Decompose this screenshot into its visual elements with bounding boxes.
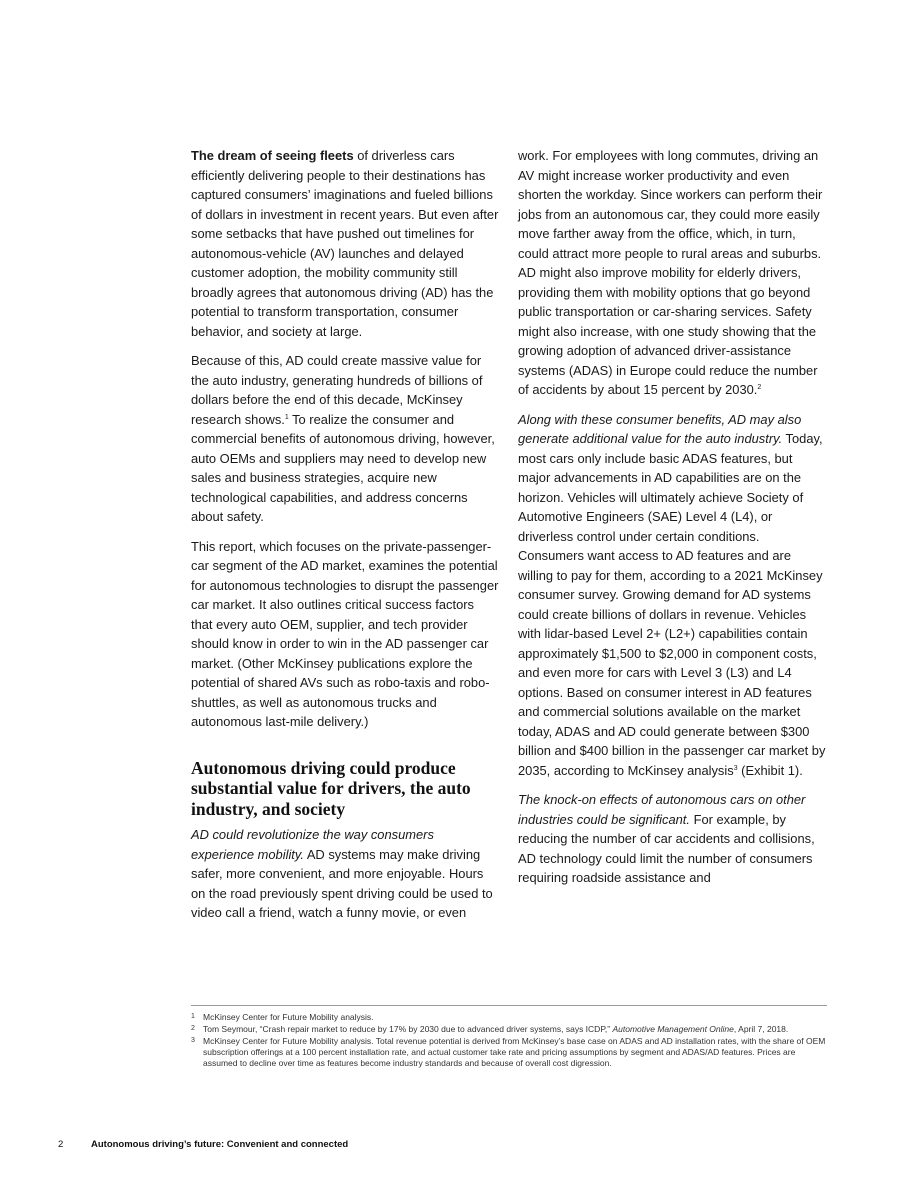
publication-name: Automotive Management Online xyxy=(612,1024,734,1034)
footnote-2 xyxy=(191,1024,827,1035)
left-column xyxy=(191,146,499,933)
report-title: Autonomous driving’s future: Convenient and connected xyxy=(91,1139,349,1150)
footnote-text: McKinsey Center for Future Mobility analysis. Total revenue potential is derived from McKinsey’s base case on ADAS and AD installation rates, with the share of OEM subscription offerings at a 100 percent installation rate, and actual customer take rate and pricing assumptions by segment and ADAS/AD features. Prices are assumed to decline over time as features become industry standards and because of overall cost digression. xyxy=(203,1036,826,1068)
footnote-ref-2[interactable]: 2 xyxy=(757,384,762,391)
right-column xyxy=(518,146,826,898)
italic-lead: AD could revolutionize the way consumers experience mobility. xyxy=(191,827,434,862)
footnotes xyxy=(191,1005,827,1070)
footnote-number: 3 xyxy=(191,1037,195,1044)
industry-value-paragraph: Along with these consumer benefits, AD may also generate additional value for the auto industry. Today, most cars only include basic ADAS features, but major advancements in AD capabilities are on the horizon. Vehicles will ultimately achieve Society of Automotive Engineers (SAE) Level 4 (L4), or driverless control under certain conditions. Consumers want access to AD features and are willing to pay for them, according to a 2021 McKinsey consumer survey. Growing demand for AD systems could create billions of dollars in revenue. Vehicles with lidar-based Level 2+ (L2+) capabilities contain approximately $1,500 to $2,000 in component costs, and even more for cars with Level 3 (L3) and L4 options. Based on consumer interest in AD features and commercial solutions available on the market today, ADAS and AD could generate between $300 billion and $400 billion in the passenger car market by 2035, according to McKinsey analysis$^3$ (Exhibit 1). xyxy=(518,411,826,778)
footnote-ref-3[interactable]: 3 xyxy=(733,764,738,772)
page-number: 2 xyxy=(58,1139,64,1150)
footnote-1 xyxy=(191,1012,827,1023)
footnote-number: 2 xyxy=(191,1025,195,1032)
footnote-text: McKinsey Center for Future Mobility analysis. xyxy=(203,1012,374,1022)
commute-paragraph: work. For employees with long commutes, driving an AV might increase worker productivity and even shorten the workday. Since workers can perform their jobs from an autonomous car, they could more easily move farther away from the office, which, in turn, could attract more people to rural areas and suburbs. AD might also improve mobility for elderly drivers, providing them with mobility options that go beyond public transportation or car-sharing services. Safety might also increase, with one study showing that the growing adoption of advanced driver-assistance systems (ADAS) in Europe could reduce the number of accidents by about 15 percent by 2030.$^2$ xyxy=(518,148,823,397)
intro-paragraph: The dream of seeing fleets of driverless cars efficiently delivering people to their destinations has captured consumers’ imaginations and fueled billions of dollars in investment in recent years. But even after some setbacks that have pushed out timelines for autonomous-vehicle (AV) launches and delayed customer adoption, the mobility community still broadly agrees that autonomous driving (AD) has the potential to transform transportation, consumer behavior, and society at large. xyxy=(191,148,499,339)
section-heading: Autonomous driving could produce substantial value for drivers, the auto industry, and society xyxy=(191,757,471,819)
footnote-text: Tom Seymour, “Crash repair market to reduce by 17% by 2030 due to advanced driver systems, says ICDP,” Automotive Management Online, April 7, 2018. xyxy=(203,1024,789,1034)
italic-lead: Along with these consumer benefits, AD may also generate additional value for the auto industry. xyxy=(518,411,802,446)
footnote-ref-1[interactable]: 1 xyxy=(284,413,289,421)
knock-on-paragraph: The knock-on effects of autonomous cars on other industries could be significant. For example, by reducing the number of car accidents and collisions, AD technology could limit the number of consumers requiring roadside assistance and xyxy=(518,792,815,885)
footnote-3 xyxy=(191,1036,827,1069)
lead-in: The dream of seeing fleets xyxy=(191,148,354,163)
value-paragraph: Because of this, AD could create massive value for the auto industry, generating hundreds of billions of dollars before the end of this decade, McKinsey research shows.$^1$ To realize the consumer and commercial benefits of autonomous driving, however, auto OEMs and suppliers may need to develop new sales and business strategies, acquire new technological capabilities, and address concerns about safety. xyxy=(191,353,495,524)
report-scope-paragraph: This report, which focuses on the private-passenger-car segment of the AD market, examines the potential for autonomous technologies to disrupt the passenger car market. It also outlines critical success factors that every auto OEM, supplier, and tech provider should know in order to win in the AD passenger car market. (Other McKinsey publications explore the potential of shared AVs such as robo-taxis and robo-shuttles, as well as autonomous trucks and autonomous last-mile delivery.) xyxy=(191,538,499,729)
footnote-number: 1 xyxy=(191,1013,195,1020)
page-footer xyxy=(58,1139,348,1151)
revolution-paragraph: AD could revolutionize the way consumers experience mobility. AD systems may make driving safer, more convenient, and more enjoyable. Hours on the road previously spent driving could be used to video call a friend, watch a funny movie, or even xyxy=(191,827,493,920)
italic-lead: The knock-on effects of autonomous cars on other industries could be significant. xyxy=(518,792,806,827)
